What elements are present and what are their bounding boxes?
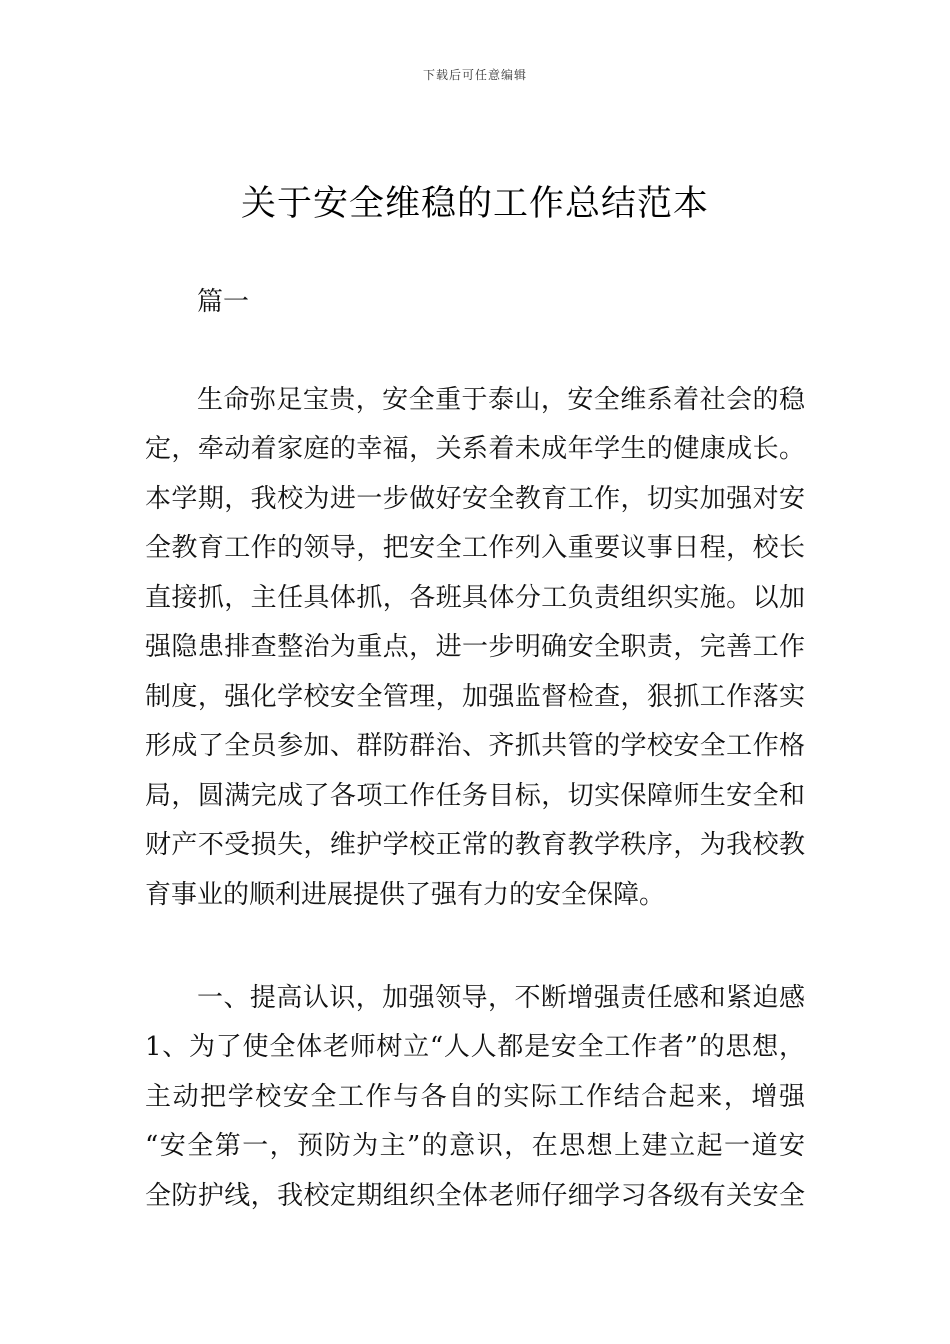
- paragraph-line: 定，牵动着家庭的幸福，关系着未成年学生的健康成长。: [145, 434, 805, 464]
- page-header-note: 下载后可任意编辑: [422, 68, 527, 82]
- paragraph-line: 全防护线，我校定期组织全体老师仔细学习各级有关安全: [145, 1181, 805, 1211]
- paragraph-line: 生命弥足宝贵，安全重于泰山，安全维系着社会的稳: [197, 385, 805, 415]
- paragraph-line: 1、为了使全体老师树立“人人都是安全工作者”的思想，: [145, 1032, 805, 1062]
- paragraph-line: 局，圆满完成了各项工作任务目标，切实保障师生安全和: [145, 781, 805, 811]
- paragraph-line: 育事业的顺利进展提供了强有力的安全保障。: [145, 880, 666, 910]
- paragraph-line: 主动把学校安全工作与各自的实际工作结合起来，增强: [145, 1082, 805, 1112]
- paragraph-line: 制度，强化学校安全管理，加强监督检查，狠抓工作落实: [145, 682, 805, 712]
- paragraph-line: 全教育工作的领导，把安全工作列入重要议事日程，校长: [145, 533, 805, 563]
- paragraph-line: 一、提高认识，加强领导，不断增强责任感和紧迫感: [197, 983, 805, 1013]
- paragraph-line: “安全第一，预防为主”的意识，在思想上建立起一道安: [145, 1131, 805, 1161]
- paragraph-line: 本学期，我校为进一步做好安全教育工作，切实加强对安: [145, 484, 805, 514]
- paragraph-line: 直接抓，主任具体抓，各班具体分工负责组织实施。以加: [145, 583, 805, 613]
- paragraph-line: 形成了全员参加、群防群治、齐抓共管的学校安全工作格: [145, 731, 805, 761]
- section-label: 篇一: [197, 287, 250, 317]
- paragraph-line: 强隐患排查整治为重点，进一步明确安全职责，完善工作: [145, 632, 805, 662]
- paragraph-line: 财产不受损失，维护学校正常的教育教学秩序，为我校教: [145, 830, 805, 860]
- document-title: 关于安全维稳的工作总结范本: [240, 184, 709, 224]
